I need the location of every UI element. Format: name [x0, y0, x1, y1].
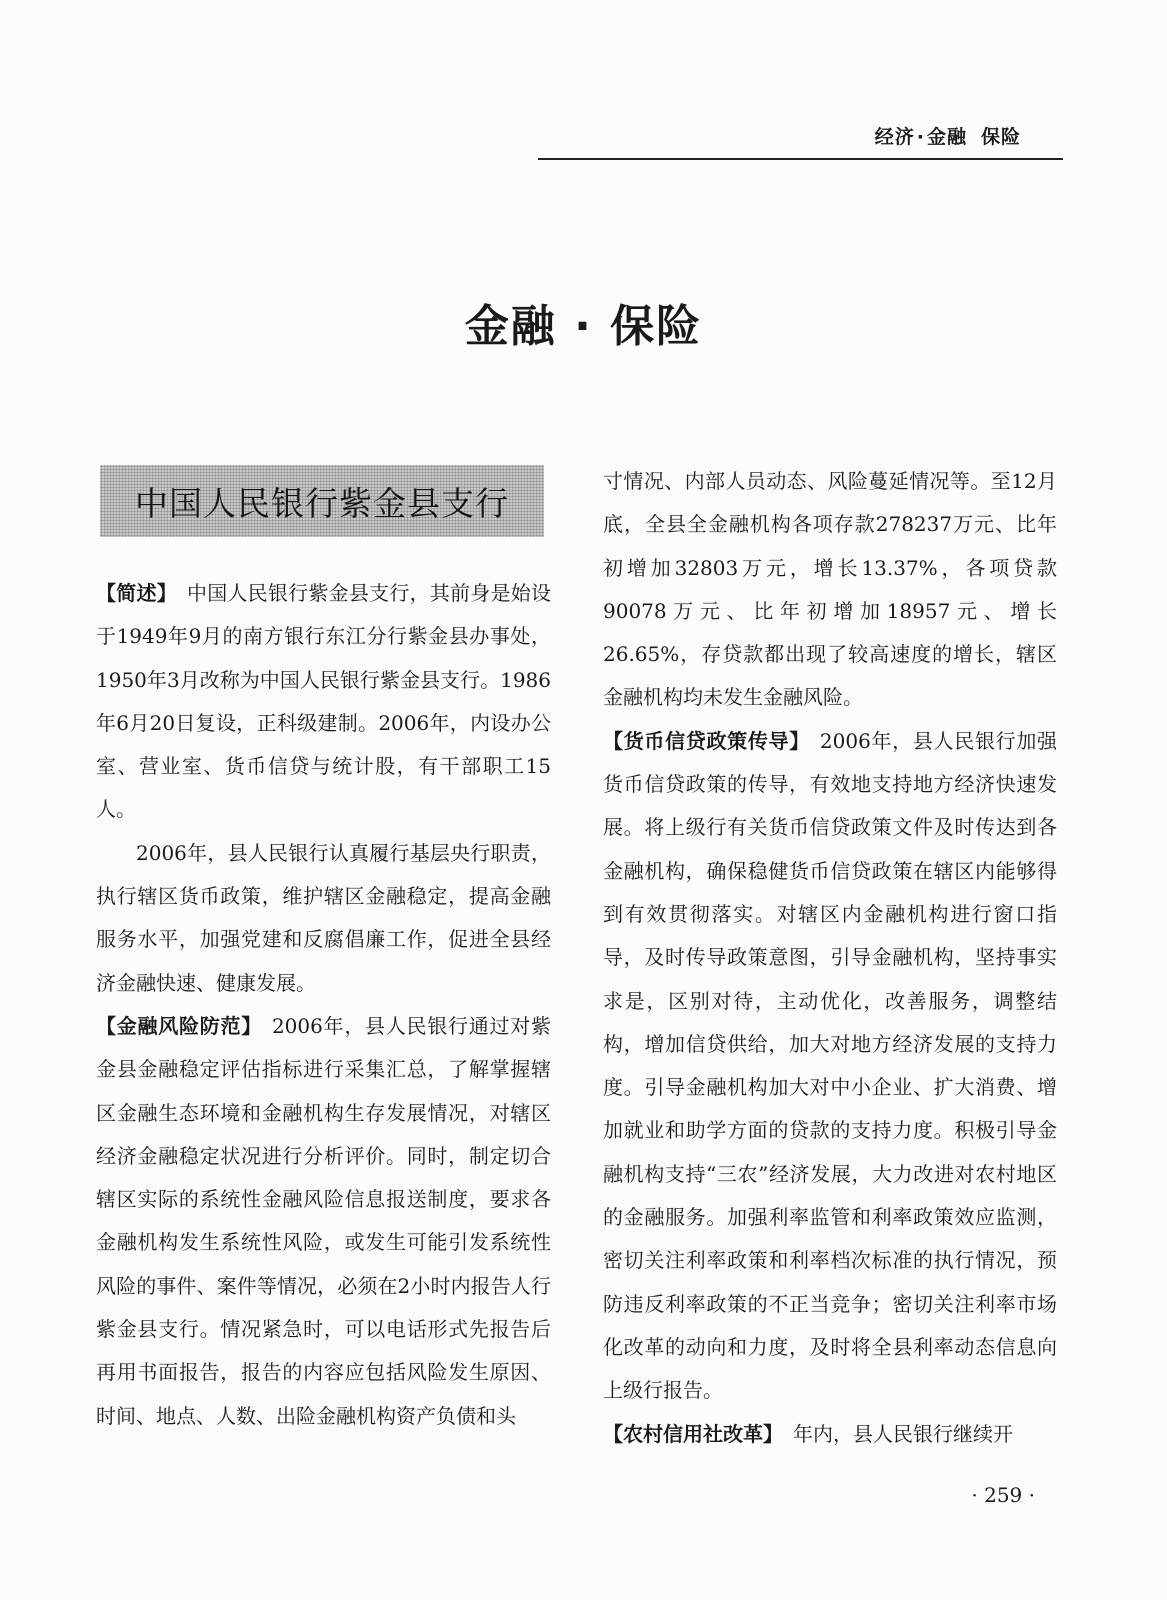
chapter-title: 金融 · 保险 [464, 301, 703, 352]
left-column [96, 572, 551, 1438]
running-head-separator: · [916, 126, 925, 148]
paragraph-tag: 【金融风险防范】 [96, 1013, 262, 1038]
running-head [875, 122, 1021, 149]
header-rule [538, 158, 1063, 160]
section-title: 中国人民银行紫金县支行 [135, 483, 509, 523]
paragraph-credit-union-reform [603, 1413, 1057, 1456]
section-title-banner [100, 465, 544, 537]
paragraph-risk-continued: 寸情况、内部人员动态、风险蔓延情况等。至12月底，全县全金融机构各项存款278237万元、比年初增加32803万元，增长13.37%，各项贷款90078万元、比年初增加18957元、增长26.65%，存贷款都出现了较高速度的增长，辖区金融机构均未发生金融风险。 [603, 469, 1057, 710]
paragraph-text: 2006年，县人民银行通过对紫金县金融稳定评估指标进行采集汇总，了解掌握辖区金融生态环境和金融机构生存发展情况，对辖区经济金融稳定状况进行分析评价。同时，制定切合辖区实际的系统性金融风险信息报送制度，要求各金融机构发生系统性风险，或发生可能引发系统性风险的事件、案件等情况，必须在2小时内报告人行紫金县支行。情况紧急时，可以电话形式先报告后再用书面报告，报告的内容应包括风险发生原因、时间、地点、人数、出险金融机构资产负债和头 [96, 1013, 551, 1428]
running-head-part1: 经济 [874, 126, 915, 148]
page-number: · 259 · [971, 1483, 1035, 1507]
paragraph-overview [96, 572, 551, 832]
paragraph-text: 年内，县人民银行继续开 [793, 1421, 1013, 1446]
paragraph-credit-policy [603, 720, 1057, 1413]
running-head-part2: 金融 [926, 126, 967, 148]
paragraph-tag: 【农村信用社改革】 [603, 1421, 783, 1446]
paragraph-text: 中国人民银行紫金县支行，其前身是始设于1949年9月的南方银行东江分行紫金县办事处，1950年3月改称为中国人民银行紫金县支行。1986年6月20日复设，正科级建制。2006年，内设办公室、营业室、货币信贷与统计股，有干部职工15人。 [96, 581, 552, 822]
right-column [603, 460, 1057, 1456]
paragraph-risk-prevention [96, 1005, 551, 1438]
running-head-part3: 保险 [980, 126, 1021, 148]
paragraph-summary: 2006年，县人民银行认真履行基层央行职责，执行辖区货币政策，维护辖区金融稳定，提高金融服务水平，加强党建和反腐倡廉工作，促进全县经济金融快速、健康发展。 [96, 840, 551, 995]
paragraph-tag: 【简述】 [96, 581, 177, 605]
paragraph-tag: 【货币信贷政策传导】 [603, 728, 810, 753]
paragraph-text: 2006年，县人民银行加强货币信贷政策的传导，有效地支持地方经济快速发展。将上级行有关货币信贷政策文件及时传达到各金融机构，确保稳健货币信贷政策在辖区内能够得到有效贯彻落实。对辖区内金融机构进行窗口指导，及时传导政策意图，引导金融机构，坚持事实求是，区别对待，主动优化，改善服务，调整结构，增加信贷供给，加大对地方经济发展的支持力度。引导金融机构加大对中小企业、扩大消费、增加就业和助学方面的贷款的支持力度。积极引导金融机构支持“三农”经济发展，大力改进对农村地区的金融服务。加强利率监管和利率政策效应监测，密切关注利率政策和利率档次标准的执行情况，预防违反利率政策的不正当竞争；密切关注利率市场化改革的动向和力度，及时将全县利率动态信息向上级行报告。 [603, 728, 1058, 1403]
